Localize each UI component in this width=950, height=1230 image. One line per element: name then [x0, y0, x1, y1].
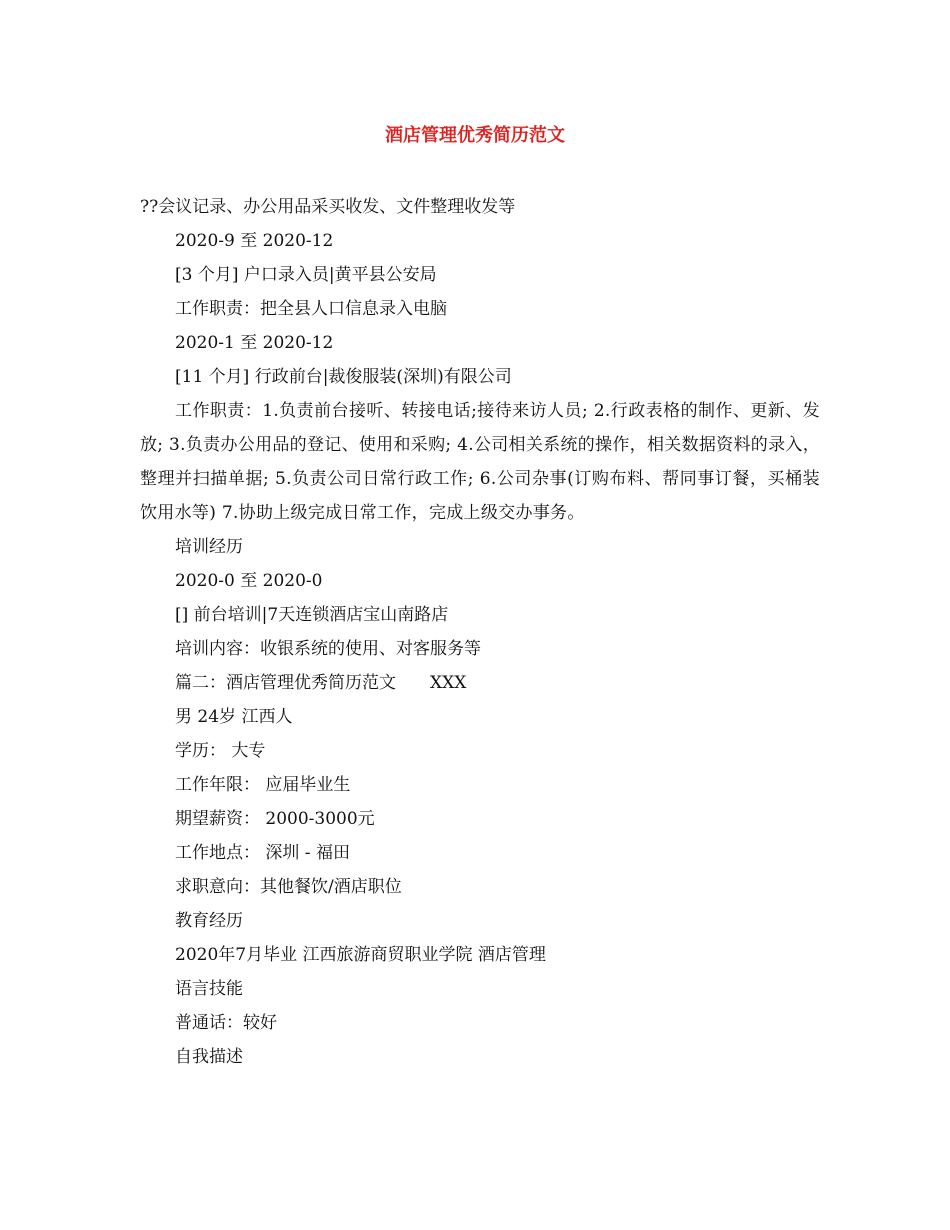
profile-line: 男 24岁 江西人 — [175, 707, 293, 727]
profile-line: 2020年7月毕业 江西旅游商贸职业学院 酒店管理 — [175, 945, 546, 965]
document-title: 酒店管理优秀简历范文 — [385, 125, 565, 146]
duties-paragraph: 工作职责：1.负责前台接听、转接电话;接待来访人员; 2.行政表格的制作、更新、发放; 3.负责办公用品的登记、使用和采购; 4.公司相关系统的操作，相关数据资料的录入，整理并扫描单据; 5.负责公司日常行政工作; 6.公司杂事(订购布料、帮同事订餐，买桶装饮用水等) 7.协助上级完成日常工作，完成上级交办事务。 — [140, 401, 820, 523]
part-two-line — [140, 666, 820, 700]
profile-line: 期望薪资： 2000-3000元 — [175, 809, 375, 829]
document-body — [140, 190, 820, 1074]
text-line: ??会议记录、办公用品采买收发、文件整理收发等 — [140, 197, 516, 217]
part-two-heading: 篇二：酒店管理优秀简历范文 — [175, 673, 396, 693]
training-content: 培训内容：收银系统的使用、对客服务等 — [175, 639, 481, 659]
profile-line: 学历： 大专 — [175, 741, 266, 761]
section-heading: 自我描述 — [175, 1047, 243, 1067]
text-line: [11 个月] 行政前台|裁俊服装(深圳)有限公司 — [175, 367, 512, 387]
training-period: 2020-0 至 2020-0 — [175, 571, 323, 591]
candidate-name: XXX — [430, 673, 467, 693]
profile-line: 工作年限： 应届毕业生 — [175, 775, 351, 795]
text-line: 工作职责：把全县人口信息录入电脑 — [175, 299, 447, 319]
profile-line: 求职意向：其他餐饮/酒店职位 — [175, 877, 402, 897]
section-heading: 教育经历 — [175, 911, 243, 931]
text-line: [3 个月] 户口录入员|黄平县公安局 — [175, 265, 437, 285]
text-line: 2020-1 至 2020-12 — [175, 333, 334, 353]
profile-line: 工作地点： 深圳 - 福田 — [175, 843, 350, 863]
section-heading: 语言技能 — [175, 979, 243, 999]
profile-line: 普通话：较好 — [175, 1013, 277, 1033]
training-heading: 培训经历 — [175, 537, 243, 557]
training-course: [] 前台培训|7天连锁酒店宝山南路店 — [175, 605, 449, 625]
text-line: 2020-9 至 2020-12 — [175, 231, 334, 251]
